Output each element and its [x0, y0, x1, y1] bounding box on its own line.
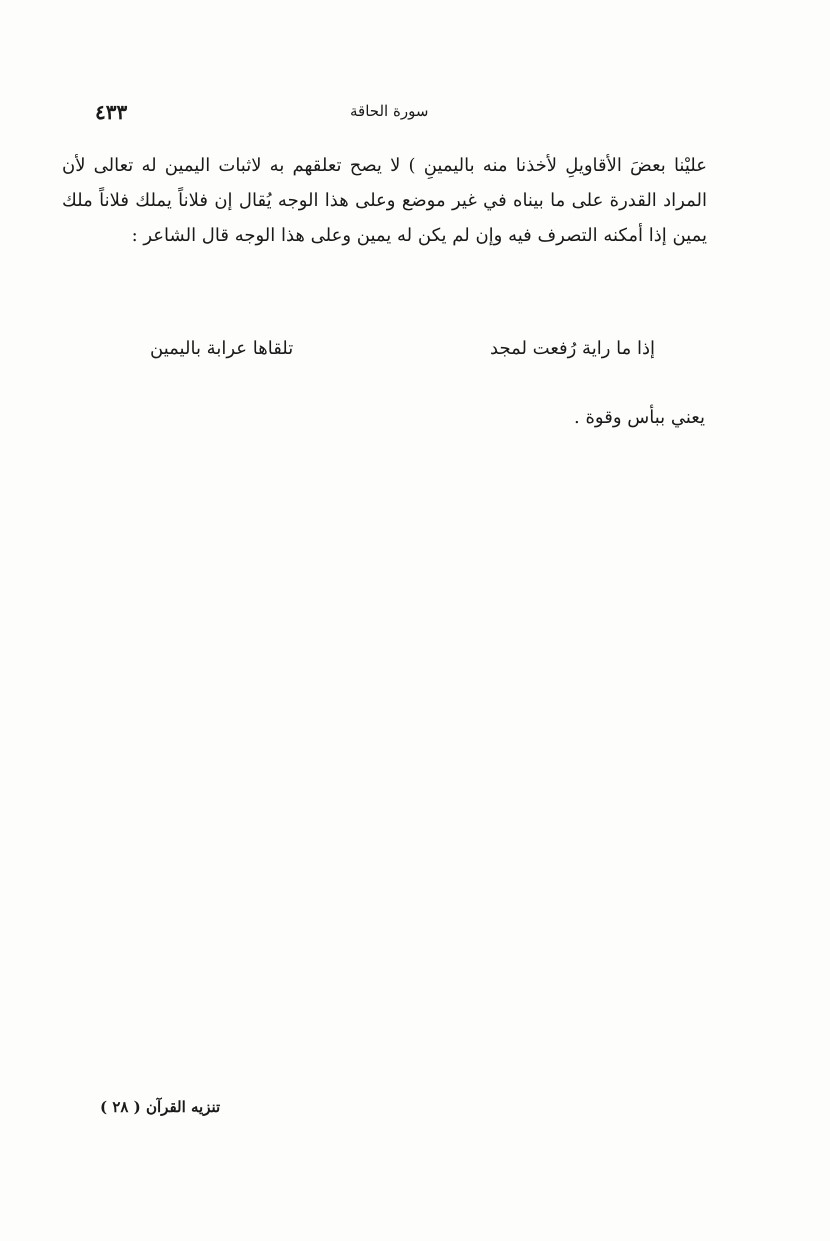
running-title: سورة الحاقة	[350, 102, 429, 120]
verse-second-hemistich: تلقاها عرابة باليمين	[150, 338, 294, 359]
body-paragraph: عليْنا بعضَ الأقاويلِ لأخذنا منه باليمينِ ) لا يصح تعلقهم به لاثبات اليمين له تعالى لأن المراد القدرة على ما بيناه في غير موضع وعلى هذا الوجه يُقال إن فلاناً يملك فلاناً ملك يمين إذا أمكنه التصرف فيه وإن لم يكن له يمين وعلى هذا الوجه قال الشاعر :	[62, 155, 707, 246]
body-paragraph-block	[62, 148, 707, 253]
page-number: ٤٣٣	[95, 100, 128, 124]
page-header	[95, 100, 707, 124]
poetry-verse	[150, 338, 655, 372]
page-footer-signature: تنزيه القرآن ( ٢٨ )	[100, 1098, 221, 1116]
verse-first-hemistich: إذا ما راية رُفعت لمجد	[490, 338, 655, 359]
closing-line: يعني ببأس وقوة .	[574, 407, 705, 428]
